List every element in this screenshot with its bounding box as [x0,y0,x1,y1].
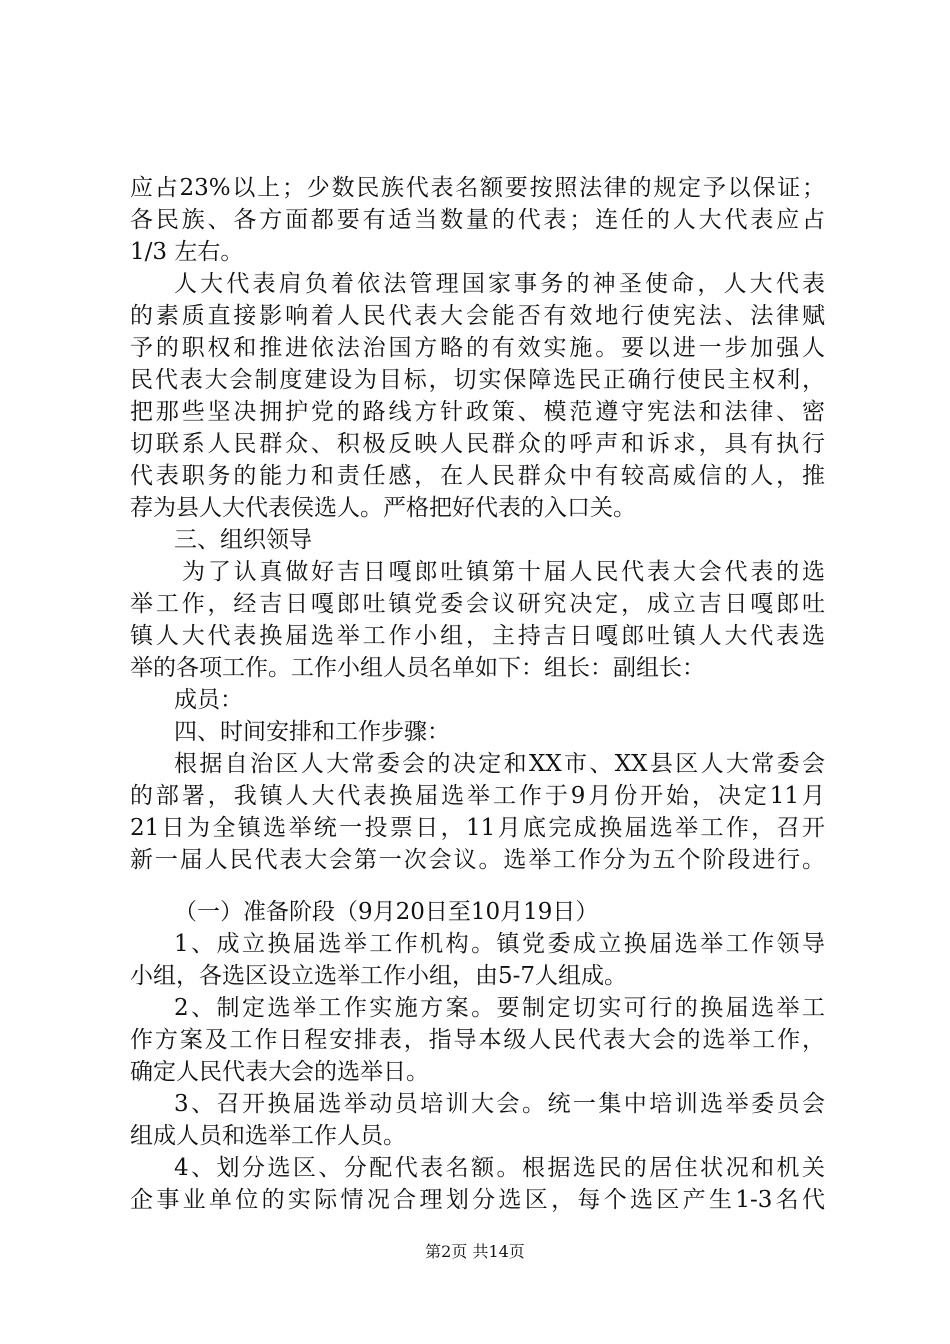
paragraph-gap [130,876,825,896]
text-line: 确定人民代表大会的选举日。 [130,1059,429,1085]
text-line: 举的各项工作。工作小组人员名单如下：组长：副组长： [130,655,705,681]
text-line: 企事业单位的实际情况合理划分选区，每个选区产生1-3名代 [130,1187,825,1213]
text-line: 的部署，我镇人大代表换届选举工作于9月份开始，决定11月 [130,783,825,809]
text-line: 4、划分选区、分配代表名额。根据选民的居住状况和机关 [174,1155,825,1181]
text-line: 为了认真做好吉日嘎郎吐镇第十届人民代表大会代表的选 [182,559,825,585]
text-line: 应占23%以上；少数民族代表名额要按照法律的规定予以保证； [130,175,825,201]
text-line: 3、召开换届选举动员培训大会。统一集中培训选举委员会 [174,1091,825,1117]
section-heading: 四、时间安排和工作步骤： [174,719,450,745]
text-line: 代表职务的能力和责任感，在人民群众中有较高威信的人，推 [130,463,825,489]
text-line: 1、成立换届选举工作机构。镇党委成立换届选举工作领导 [174,931,825,957]
page-number-footer: 第2页 共14页 [425,1242,525,1261]
text-line: 的素质直接影响着人民代表大会能否有效地行使宪法、法律赋 [130,303,825,329]
text-line: 小组，各选区设立选举工作小组，由5-7人组成。 [130,963,628,989]
text-line: 2、制定选举工作实施方案。要制定切实可行的换届选举工 [174,995,825,1021]
text-line: 把那些坚决拥护党的路线方针政策、模范遵守宪法和法律、密 [130,399,825,425]
text-line: 各民族、各方面都要有适当数量的代表；连任的人大代表应占 [130,207,825,233]
text-line: 作方案及工作日程安排表，指导本级人民代表大会的选举工作， [130,1027,825,1053]
text-line: 镇人大代表换届选举工作小组，主持吉日嘎郎吐镇人大代表选 [130,623,825,649]
section-heading: 三、组织领导 [174,527,312,553]
text-line: 予的职权和推进依法治国方略的有效实施。要以进一步加强人 [130,335,825,361]
text-line: 切联系人民群众、积极反映人民群众的呼声和诉求，具有执行 [130,431,825,457]
text-line: 荐为县人大代表侯选人。严格把好代表的入口关。 [130,495,636,521]
document-body [130,172,825,1216]
text-line: 1/3 左右。 [130,239,244,265]
subsection-heading: （一）准备阶段（9月20日至10月19日） [174,899,599,925]
text-line: 民代表大会制度建设为目标，切实保障选民正确行使民主权利， [130,367,825,393]
text-line: 组成人员和选举工作人员。 [130,1123,406,1149]
text-line: 举工作，经吉日嘎郎吐镇党委会议研究决定，成立吉日嘎郎吐 [130,591,825,617]
text-line: 人大代表肩负着依法管理国家事务的神圣使命，人大代表 [174,271,825,297]
text-line: 成员： [174,687,243,713]
text-line: 新一届人民代表大会第一次会议。选举工作分为五个阶段进行。 [130,847,825,873]
text-line: 21日为全镇选举统一投票日，11月底完成换届选举工作，召开 [130,815,825,841]
text-line: 根据自治区人大常委会的决定和XX市、XX县区人大常委会 [174,751,825,777]
